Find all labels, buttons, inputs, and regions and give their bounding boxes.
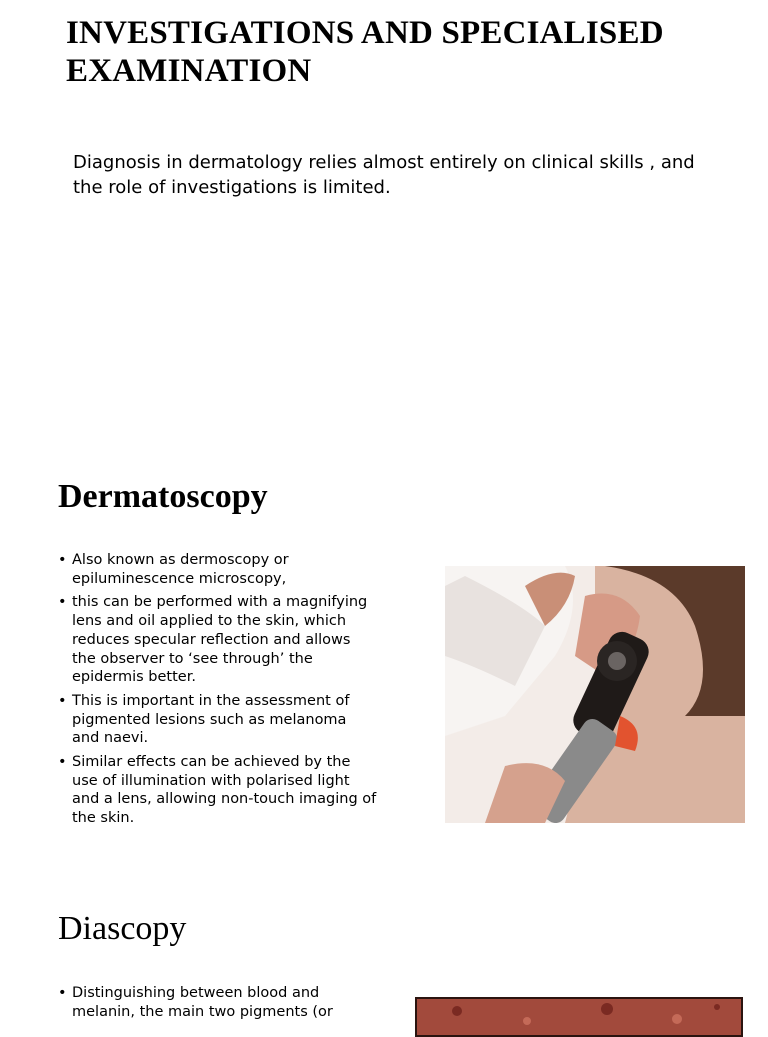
list-item	[58, 692, 378, 748]
bullet-icon: •	[58, 552, 67, 568]
intro-line-1: Diagnosis in dermatology relies almost entirely on clinical skills , and	[73, 152, 695, 173]
bullet-text: this can be performed with a magnifying lens and oil applied to the skin, which reduces specular reflection and allows the observer to ‘see through’ the epidermis better.	[72, 594, 368, 686]
bullet-icon: •	[58, 985, 67, 1001]
diascopy-bullet-list	[58, 984, 378, 1026]
page-title-line-2: EXAMINATION	[66, 53, 312, 89]
bullet-text: Similar effects can be achieved by the use of illumination with polarised light and a lens, allowing non-touch imaging of the skin.	[72, 754, 377, 827]
dermatoscopy-bullet-list	[58, 551, 378, 833]
page-title-line-1: INVESTIGATIONS AND SPECIALISED	[66, 15, 664, 51]
list-item	[58, 551, 378, 588]
list-item	[58, 593, 378, 687]
dermatoscopy-photo	[445, 566, 745, 823]
list-item	[58, 984, 378, 1021]
bullet-icon: •	[58, 594, 67, 611]
intro-paragraph	[73, 150, 723, 200]
section-title-dermatoscopy: Dermatoscopy	[58, 478, 268, 515]
diascopy-photo	[415, 997, 743, 1037]
dermatoscope-exam-illustration	[445, 566, 745, 823]
bullet-icon: •	[58, 692, 67, 709]
section-title-diascopy: Diascopy	[58, 910, 187, 947]
bullet-text: Also known as dermoscopy or epiluminescence microscopy,	[72, 552, 289, 587]
page-title	[66, 14, 746, 90]
bullet-icon: •	[58, 754, 67, 771]
bullet-text: This is important in the assessment of pigmented lesions such as melanoma and naevi.	[72, 692, 350, 747]
intro-line-2: the role of investigations is limited.	[73, 177, 391, 198]
list-item	[58, 753, 378, 828]
skin-lesion-illustration	[417, 999, 741, 1035]
bullet-text: Distinguishing between blood and melanin, the main two pigments (or	[72, 985, 333, 1020]
